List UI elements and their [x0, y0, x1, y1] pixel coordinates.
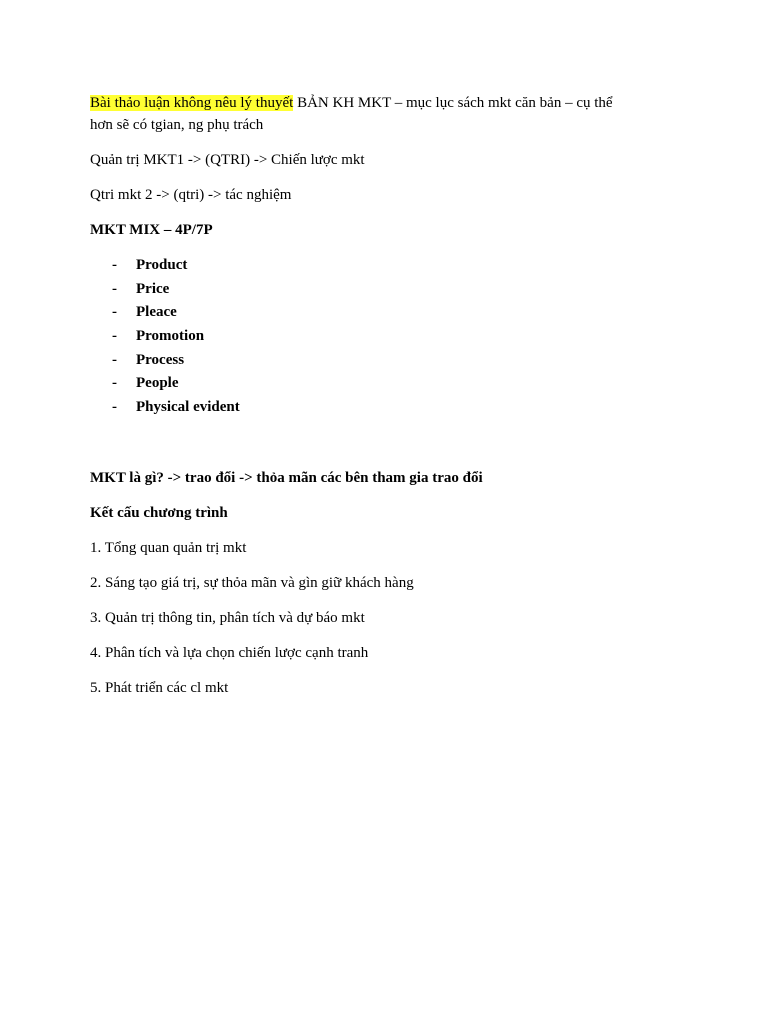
list-item-label: Physical evident: [136, 399, 240, 416]
list-item-label: Promotion: [136, 328, 205, 345]
list-item: [112, 254, 240, 278]
structure-item-3: 3. Quản trị thông tin, phân tích và dự báo mkt: [90, 610, 365, 626]
qtri-line-1: Quản trị MKT1 -> (QTRI) -> Chiến lược mkt: [90, 152, 365, 168]
mix-heading: MKT MIX – 4P/7P: [90, 222, 213, 238]
list-item: [112, 396, 240, 420]
list-item: [112, 301, 240, 325]
list-dash: -: [112, 304, 117, 321]
list-dash: -: [112, 328, 117, 345]
mkt-definition: MKT là gì? -> trao đổi -> thỏa mãn các bên tham gia trao đổi: [90, 470, 483, 486]
list-item: [112, 325, 240, 349]
structure-item-4: 4. Phân tích và lựa chọn chiến lược cạnh tranh: [90, 645, 369, 661]
list-dash: -: [112, 257, 117, 273]
intro-text: BẢN KH MKT – mục lục sách mkt căn bản – cụ thể: [293, 95, 613, 111]
list-dash: -: [112, 375, 117, 392]
list-item: [112, 372, 240, 396]
list-item: [112, 349, 240, 373]
list-dash: -: [112, 351, 117, 368]
list-item-label: Product: [136, 257, 188, 273]
qtri-line-2: Qtri mkt 2 -> (qtri) -> tác nghiệm: [90, 187, 292, 203]
list-dash: -: [112, 280, 117, 297]
list-item-label: Price: [136, 280, 170, 297]
list-item-label: Process: [136, 351, 185, 368]
structure-item-2: 2. Sáng tạo giá trị, sự thỏa mãn và gìn giữ khách hàng: [90, 575, 414, 591]
list-item-label: People: [136, 375, 179, 392]
highlighted-text: Bài thảo luận không nêu lý thuyết: [90, 95, 294, 111]
intro-text-line2: hơn sẽ có tgian, ng phụ trách: [90, 117, 264, 133]
intro-paragraph: [90, 92, 690, 136]
mix-list: [112, 254, 240, 420]
list-dash: -: [112, 399, 117, 416]
list-item-label: Pleace: [136, 304, 177, 321]
structure-item-5: 5. Phát triển các cl mkt: [90, 680, 229, 696]
structure-item-1: 1. Tổng quan quản trị mkt: [90, 540, 247, 556]
list-item: [112, 278, 240, 302]
structure-heading: Kết cấu chương trình: [90, 505, 228, 521]
